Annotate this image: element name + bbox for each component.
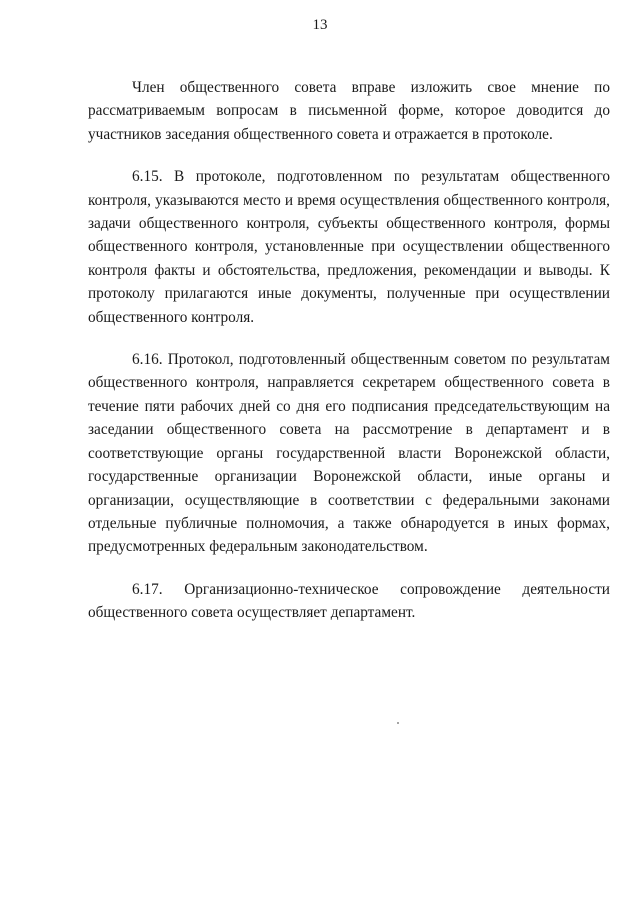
paragraph-6-15: 6.15. В протоколе, подготовленном по результатам общественного контроля, указываются место и время осуществления общественного контроля, задачи общественного контроля, субъекты общественного контроля, формы общественного контроля, установленные при осуществлении общественного контроля факты и обстоятельства, предложения, рекомендации и выводы. К протоколу прилагаются иные документы, полученные при осуществлении общественного контроля. [88, 168, 610, 326]
page-number: 13 [312, 17, 328, 33]
scan-speck [397, 722, 399, 724]
document-body [88, 76, 610, 644]
paragraph-member-opinion: Член общественного совета вправе изложить свое мнение по рассматриваемым вопросам в письменной форме, которое доводится до участников заседания общественного совета и отражается в протоколе. [88, 79, 610, 143]
paragraph-6-17: 6.17. Организационно-техническое сопровождение деятельности общественного совета осуществляет департамент. [88, 580, 610, 622]
paragraph-6-16: 6.16. Протокол, подготовленный общественным советом по результатам общественного контроля, направляется секретарем общественного совета в течение пяти рабочих дней со дня его подписания председательствующим на заседании общественного совета на рассмотрение в департамент и в соответствующие органы государственной власти Воронежской области, государственные организации Воронежской области, иные органы и организации, осуществляющие в соответствии с федеральными законами отдельные публичные полномочия, а также обнародуется в иных формах, предусмотренных федеральным законодательством. [88, 351, 610, 556]
